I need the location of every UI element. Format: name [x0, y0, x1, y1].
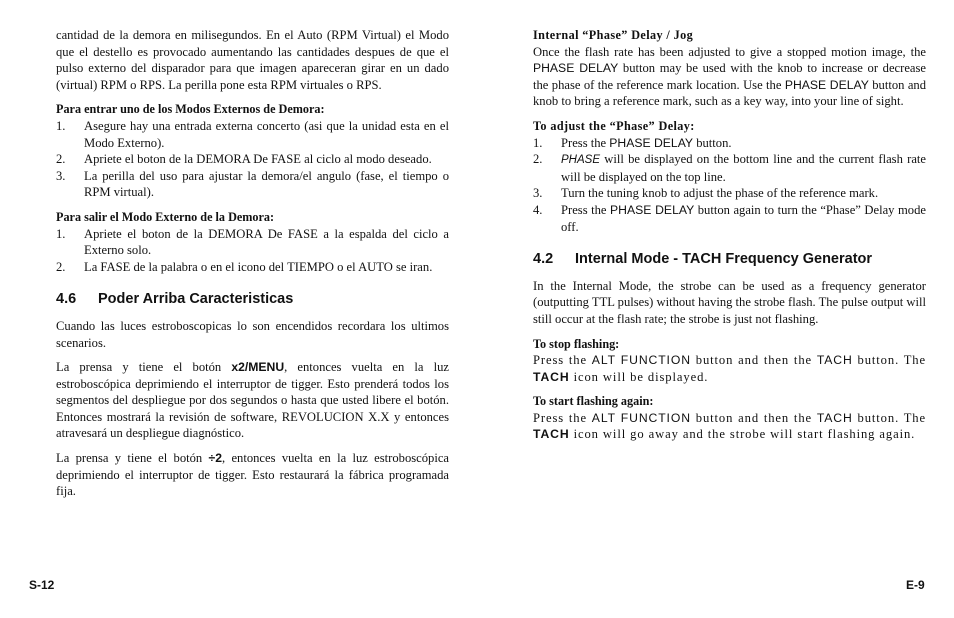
phase-delay-key: PHASE DELAY	[784, 77, 869, 92]
adjust-phase-list	[533, 135, 926, 236]
phase-display-text: PHASE	[561, 154, 600, 167]
left-column	[56, 27, 449, 508]
x2-menu-key: x2/MENU	[231, 360, 285, 375]
stop-flashing-paragraph: Press the ALT FUNCTION button and then the TACH button. The TACH icon will be displayed.	[533, 353, 926, 384]
stop-flashing-heading: To stop flashing:	[533, 336, 620, 351]
section-heading-4-2: 4.2 Internal Mode - TACH Frequency Generator	[533, 251, 873, 268]
menu-button-paragraph: La prensa y tiene el botón x2/MENU, entonces vuelta en la luz estroboscópica deprimiendo el interruptor de tigger. Esto prenderá todos los segmentos del despliegue por dos segundos o hasta que usted libere el botón. Entonces mostrará la revisión de software, REVOLUCION X.X y entonces atravesará un despliegue diagnóstico.	[56, 360, 449, 441]
list-item: 4. Press the PHASE DELAY button again to turn the “Phase” Delay mode off.	[533, 202, 926, 234]
phase-delay-key: PHASE DELAY	[533, 61, 619, 76]
start-flashing-heading: To start flashing again:	[533, 394, 654, 409]
list-item: 3. La perilla del uso para ajustar la demora/el angulo (fase, el tiempo o RPM virtual).	[56, 168, 449, 200]
list-item: 1. Asegure hay una entrada externa concerto (asi que la unidad esta en el Modo Externo).	[56, 118, 449, 150]
internal-mode-paragraph: In the Internal Mode, the strobe can be used as a frequency generator (outputting TTL pulses) without having the strobe flash. The pulse output will still occur at the flash rate; the strobe is just not flashing.	[533, 278, 926, 326]
phase-delay-paragraph: Once the flash rate has been adjusted to give a stopped motion image, the PHASE DELAY button may be used with the knob to increase or decrease the phase of the reference mark location. Use the PHASE DELAY button and knob to bring a reference mark, such as a key way, into your line of sight.	[533, 44, 927, 109]
adjust-phase-heading: To adjust the “Phase” Delay:	[533, 118, 695, 133]
section-heading-4-6: 4.6 Poder Arriba Caracteristicas	[56, 291, 294, 308]
list-item: 2. La FASE de la palabra o en el icono del TIEMPO o el AUTO se iran.	[56, 259, 433, 274]
enter-delay-list	[56, 118, 449, 201]
right-column	[533, 27, 926, 451]
list-item: 2. PHASE will be displayed on the bottom line and the current flash rate will be displayed on the top line.	[533, 152, 926, 184]
list-item: 1. Press the PHASE DELAY button.	[533, 135, 732, 150]
enter-delay-heading: Para entrar uno de los Modos Externos de Demora:	[56, 102, 325, 117]
divide2-key: ÷2	[208, 451, 222, 466]
exit-delay-list	[56, 226, 449, 276]
exit-delay-heading: Para salir el Modo Externo de la Demora:	[56, 209, 275, 224]
list-item: 3. Turn the tuning knob to adjust the phase of the reference mark.	[533, 186, 879, 201]
right-page-number: E-9	[906, 578, 925, 592]
power-up-paragraph: Cuando las luces estroboscopicas lo son encendidos recordara los ultimos scenarios.	[56, 318, 449, 350]
start-flashing-paragraph: Press the ALT FUNCTION button and then the TACH button. The TACH icon will go away and the strobe will start flashing again.	[533, 410, 926, 442]
intro-paragraph: cantidad de la demora en milisegundos. En el Auto (RPM Virtual) el Modo que el destello es provocado aumentando las cantidades despues de que el pulso externo del disparador para que imagen apareceran girar en un dado (virtual) RPM o RPS. La perilla pone esta RPM virtuales o RPS.	[56, 28, 449, 92]
list-item: 1. Apriete el boton de la DEMORA De FASE a la espalda del ciclo a Externo solo.	[56, 226, 449, 258]
left-page-number: S-12	[29, 578, 55, 592]
phase-delay-heading: Internal “Phase” Delay / Jog	[533, 28, 694, 42]
list-item: 2. Apriete el boton de la DEMORA De FASE al ciclo al modo deseado.	[56, 152, 432, 167]
divide-button-paragraph: La prensa y tiene el botón ÷2, entonces vuelta en la luz estroboscópica deprimiendo el interruptor de tigger. Esto restaurará la fábrica programada fija.	[56, 451, 449, 499]
